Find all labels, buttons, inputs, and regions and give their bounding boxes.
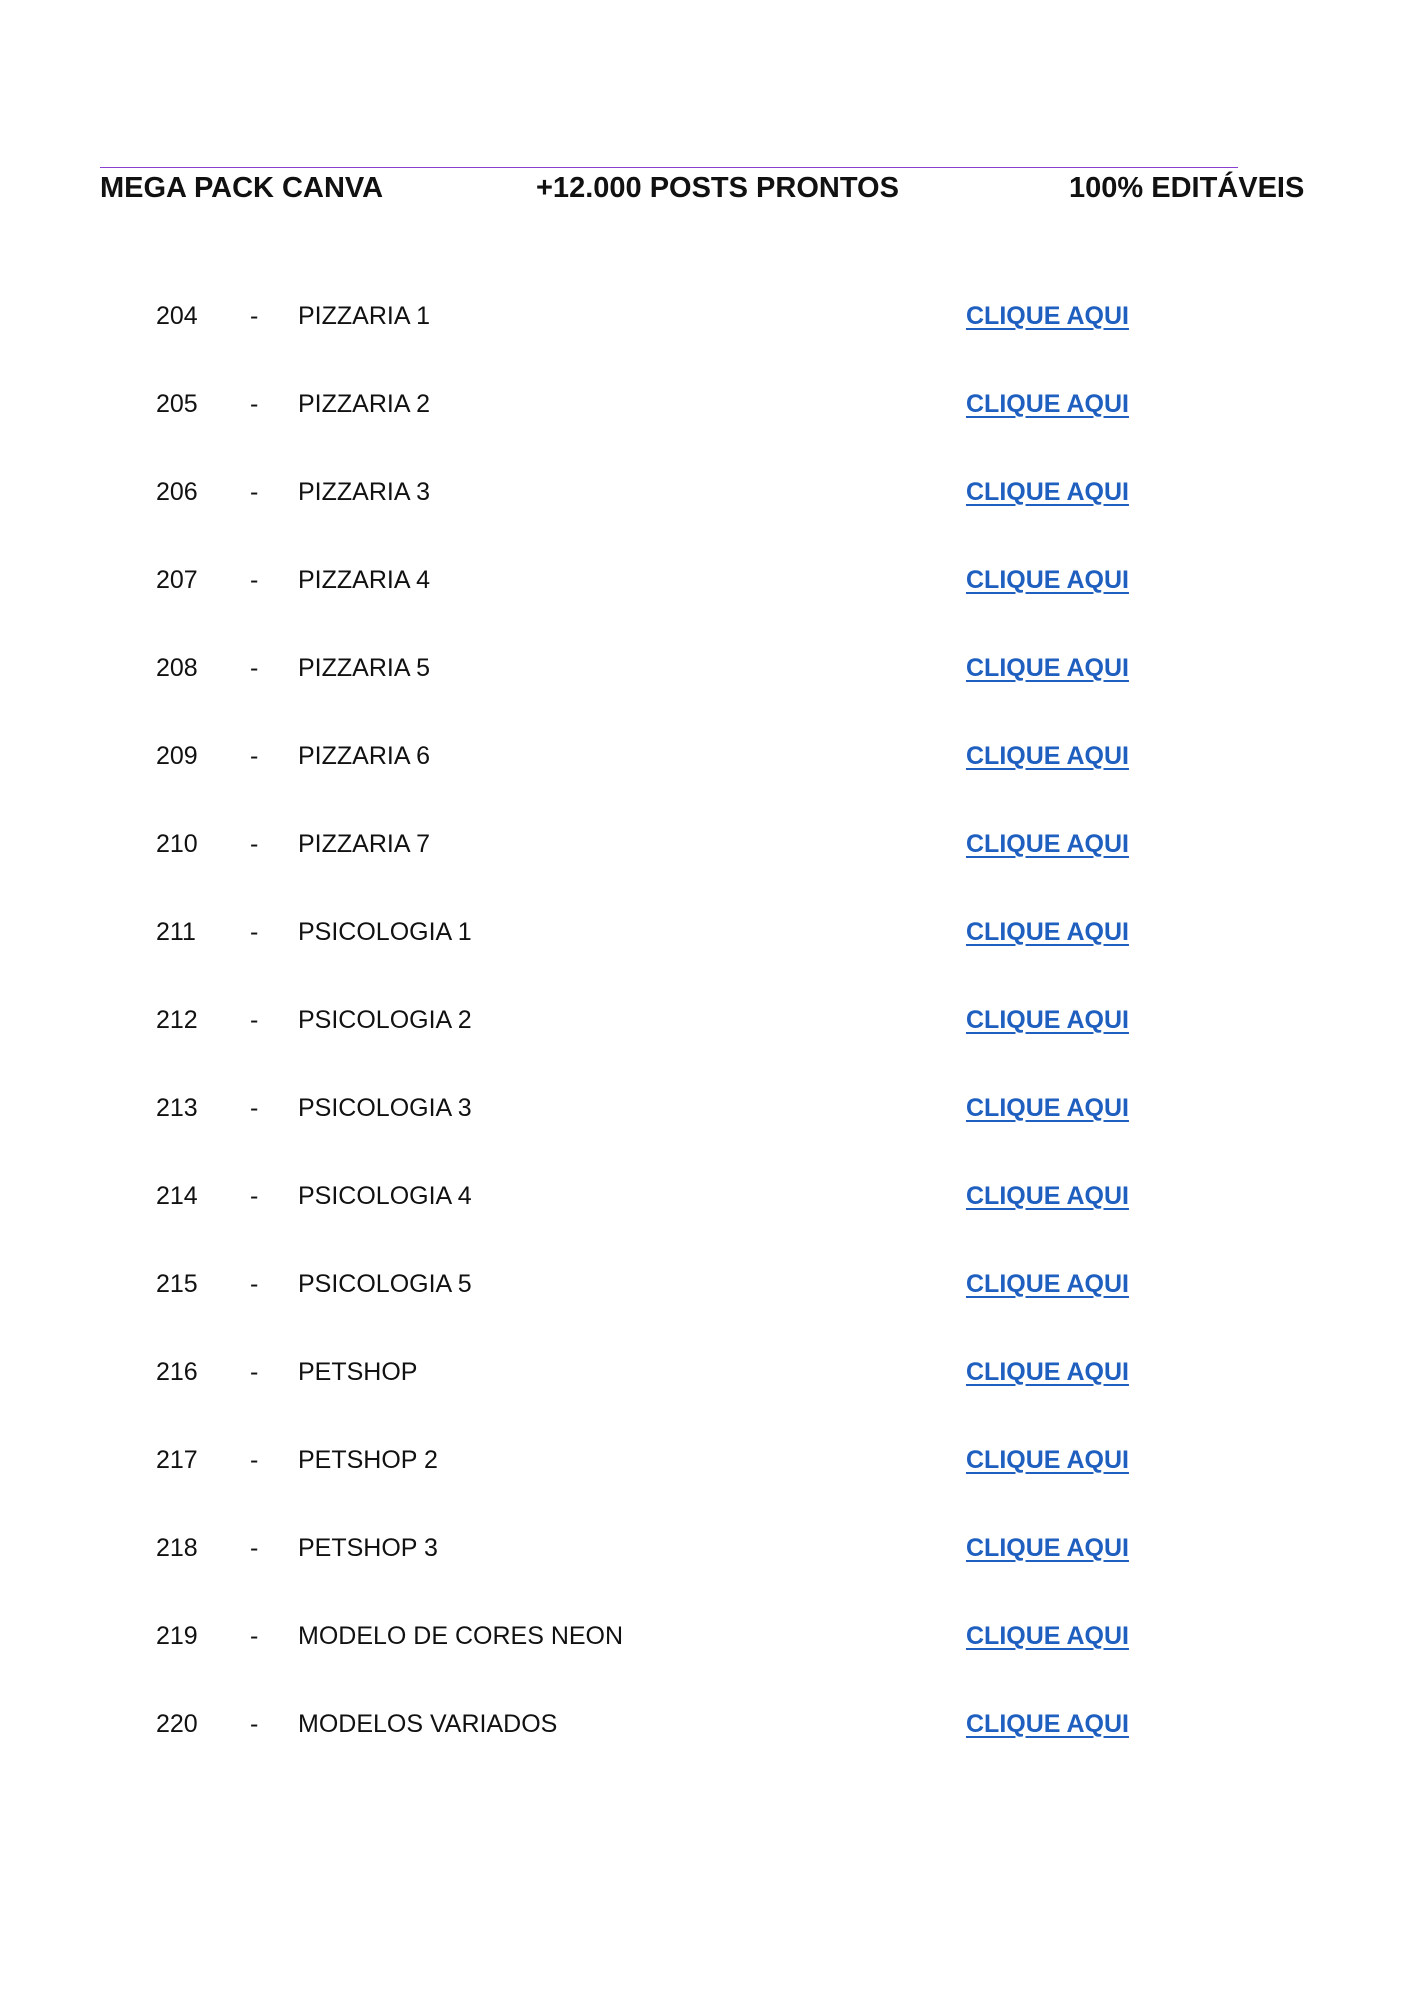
item-name: PIZZARIA 1 (298, 302, 430, 330)
item-separator: - (250, 1534, 259, 1562)
list-item (0, 1436, 1414, 1524)
header-subtitle: +12.000 POSTS PRONTOS (536, 172, 899, 204)
item-number: 218 (156, 1534, 198, 1562)
clique-aqui-link[interactable]: CLIQUE AQUI (966, 302, 1129, 330)
item-name: PSICOLOGIA 2 (298, 1006, 472, 1034)
item-number: 215 (156, 1270, 198, 1298)
item-separator: - (250, 1446, 259, 1474)
list-item (0, 1612, 1414, 1700)
header-title: MEGA PACK CANVA (100, 172, 384, 204)
item-name: PETSHOP 2 (298, 1446, 438, 1474)
clique-aqui-link[interactable]: CLIQUE AQUI (966, 830, 1129, 858)
item-separator: - (250, 566, 259, 594)
list-item (0, 644, 1414, 732)
item-separator: - (250, 1358, 259, 1386)
clique-aqui-link[interactable]: CLIQUE AQUI (966, 390, 1129, 418)
item-name: PSICOLOGIA 4 (298, 1182, 472, 1210)
item-name: PSICOLOGIA 3 (298, 1094, 472, 1122)
clique-aqui-link[interactable]: CLIQUE AQUI (966, 478, 1129, 506)
item-separator: - (250, 1006, 259, 1034)
item-number: 209 (156, 742, 198, 770)
item-number: 213 (156, 1094, 198, 1122)
item-name: MODELO DE CORES NEON (298, 1622, 624, 1650)
item-number: 212 (156, 1006, 198, 1034)
item-separator: - (250, 390, 259, 418)
item-name: MODELOS VARIADOS (298, 1710, 558, 1738)
item-name: PSICOLOGIA 1 (298, 918, 472, 946)
item-number: 207 (156, 566, 198, 594)
list-item (0, 556, 1414, 644)
clique-aqui-link[interactable]: CLIQUE AQUI (966, 918, 1129, 946)
item-number: 219 (156, 1622, 198, 1650)
item-number: 206 (156, 478, 198, 506)
item-number: 205 (156, 390, 198, 418)
clique-aqui-link[interactable]: CLIQUE AQUI (966, 1182, 1129, 1210)
item-number: 214 (156, 1182, 198, 1210)
item-number: 211 (156, 918, 196, 946)
list-item (0, 1260, 1414, 1348)
clique-aqui-link[interactable]: CLIQUE AQUI (966, 1534, 1129, 1562)
item-number: 204 (156, 302, 198, 330)
header-tagline: 100% EDITÁVEIS (1069, 172, 1305, 204)
clique-aqui-link[interactable]: CLIQUE AQUI (966, 1270, 1129, 1298)
clique-aqui-link[interactable]: CLIQUE AQUI (966, 1710, 1129, 1738)
list-item (0, 732, 1414, 820)
list-item (0, 1172, 1414, 1260)
list-item (0, 1084, 1414, 1172)
document-header (0, 172, 1414, 212)
list-item (0, 1700, 1414, 1788)
list-item (0, 292, 1414, 380)
item-separator: - (250, 1270, 259, 1298)
item-separator: - (250, 1094, 259, 1122)
clique-aqui-link[interactable]: CLIQUE AQUI (966, 1094, 1129, 1122)
item-name: PETSHOP (298, 1358, 418, 1386)
item-number: 220 (156, 1710, 198, 1738)
item-separator: - (250, 1182, 259, 1210)
list-item (0, 996, 1414, 1084)
item-separator: - (250, 478, 259, 506)
list-item (0, 1524, 1414, 1612)
list-item (0, 820, 1414, 908)
item-name: PIZZARIA 3 (298, 478, 430, 506)
clique-aqui-link[interactable]: CLIQUE AQUI (966, 1622, 1129, 1650)
list-item (0, 468, 1414, 556)
item-separator: - (250, 302, 259, 330)
item-separator: - (250, 742, 259, 770)
item-name: PIZZARIA 2 (298, 390, 430, 418)
item-separator: - (250, 1710, 259, 1738)
list-item (0, 380, 1414, 468)
list-item (0, 1348, 1414, 1436)
item-name: PIZZARIA 6 (298, 742, 430, 770)
item-separator: - (250, 918, 259, 946)
item-separator: - (250, 654, 259, 682)
clique-aqui-link[interactable]: CLIQUE AQUI (966, 742, 1129, 770)
item-number: 208 (156, 654, 198, 682)
clique-aqui-link[interactable]: CLIQUE AQUI (966, 1006, 1129, 1034)
item-name: PIZZARIA 7 (298, 830, 430, 858)
item-list (0, 292, 1414, 1788)
header-divider (100, 167, 1238, 168)
item-name: PIZZARIA 5 (298, 654, 430, 682)
item-separator: - (250, 1622, 259, 1650)
clique-aqui-link[interactable]: CLIQUE AQUI (966, 566, 1129, 594)
item-name: PETSHOP 3 (298, 1534, 438, 1562)
item-name: PIZZARIA 4 (298, 566, 430, 594)
item-separator: - (250, 830, 259, 858)
item-name: PSICOLOGIA 5 (298, 1270, 472, 1298)
item-number: 217 (156, 1446, 198, 1474)
clique-aqui-link[interactable]: CLIQUE AQUI (966, 654, 1129, 682)
item-number: 210 (156, 830, 198, 858)
item-number: 216 (156, 1358, 198, 1386)
clique-aqui-link[interactable]: CLIQUE AQUI (966, 1446, 1129, 1474)
clique-aqui-link[interactable]: CLIQUE AQUI (966, 1358, 1129, 1386)
list-item (0, 908, 1414, 996)
